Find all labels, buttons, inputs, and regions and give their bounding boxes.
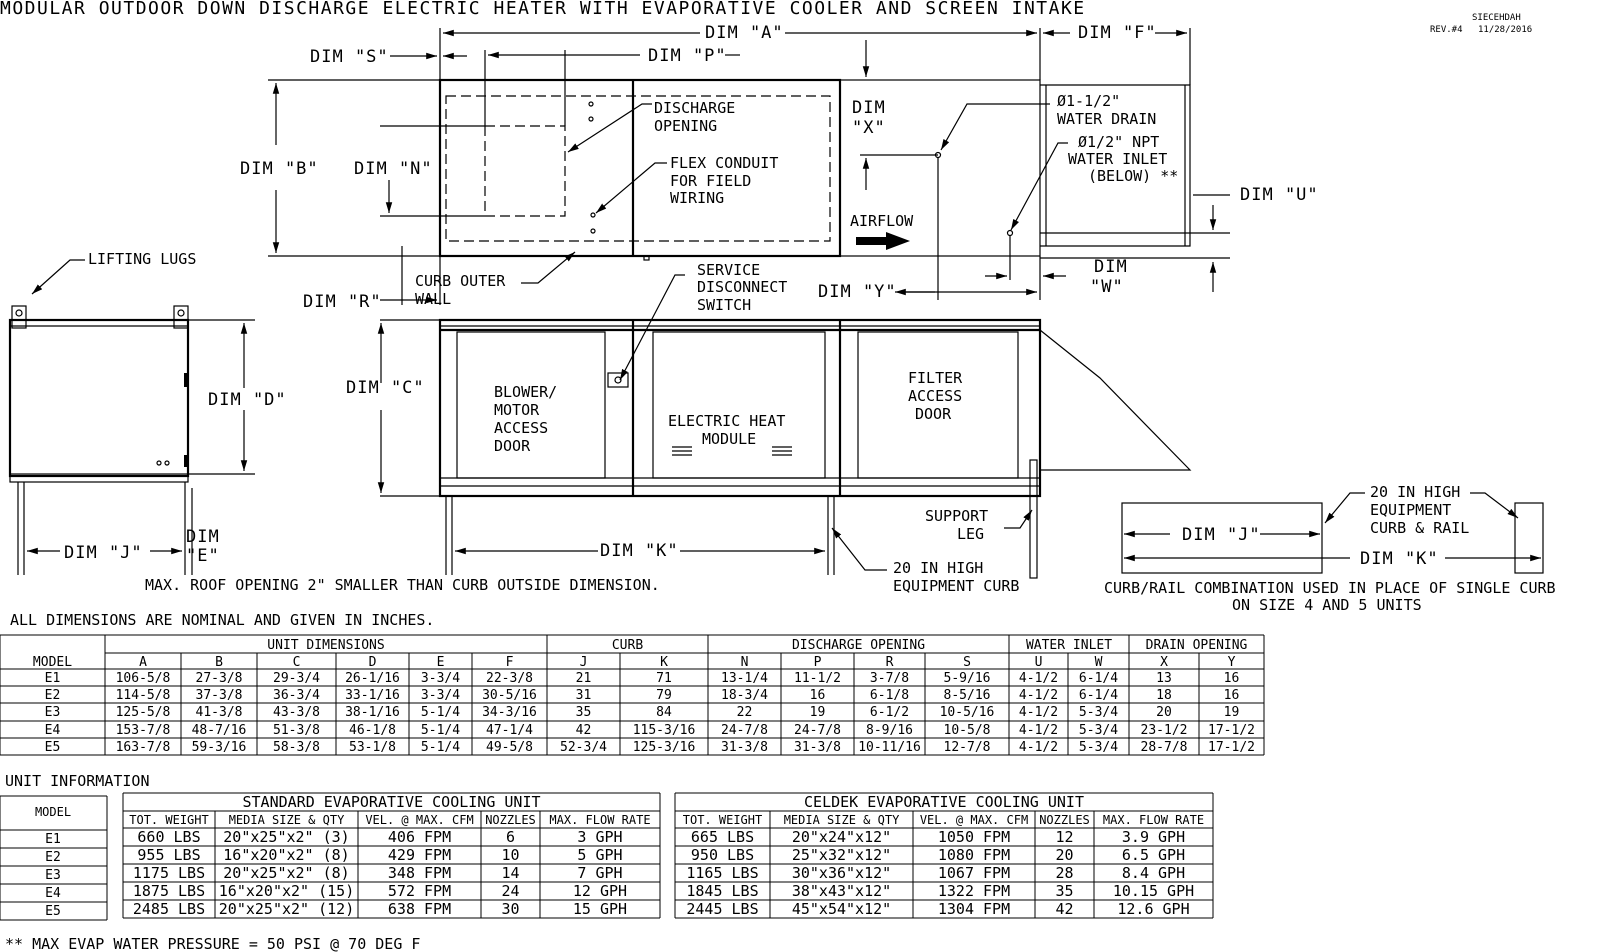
table1-cell: E3: [44, 705, 61, 720]
table1-column-header: D: [368, 655, 377, 670]
heat-label-1: ELECTRIC HEAT: [668, 412, 786, 430]
celdek-cell: 1165 LBS: [686, 864, 759, 882]
table1-cell: 20: [1156, 705, 1172, 720]
support-label-1: SUPPORT: [925, 507, 989, 525]
table1-cell: 4-1/2: [1018, 705, 1059, 720]
curb-wall-label-2: WALL: [415, 290, 452, 308]
dim-k-curb: DIM "K": [1360, 549, 1439, 569]
table1-cell: 47-1/4: [486, 723, 533, 738]
dim-e-label: DIM: [186, 527, 220, 547]
combo-note-2: ON SIZE 4 AND 5 UNITS: [1232, 596, 1422, 614]
std-title: STANDARD EVAPORATIVE COOLING UNIT: [242, 793, 541, 811]
celdek-column-header: MEDIA SIZE & QTY: [783, 813, 900, 827]
table1-cell: 4-1/2: [1018, 740, 1059, 755]
table1-cell: 5-1/4: [420, 705, 461, 720]
table1-cell: 33-1/16: [345, 688, 400, 703]
table1-group-header: DRAIN OPENING: [1145, 638, 1248, 653]
inlet-label-3: (BELOW) **: [1088, 167, 1179, 185]
table1-cell: 3-3/4: [420, 671, 461, 686]
table1-cell: 13: [1156, 671, 1172, 686]
table1-cell: 34-3/16: [482, 705, 537, 720]
filter-label-2: ACCESS: [908, 387, 963, 405]
std-cell: 1875 LBS: [132, 882, 206, 900]
table1-cell: 29-3/4: [273, 671, 320, 686]
celdek-cell: 12: [1055, 828, 1074, 846]
std-cell: 348 FPM: [387, 864, 452, 882]
table1-column-header: P: [813, 655, 822, 670]
drawing-title: MODULAR OUTDOOR DOWN DISCHARGE ELECTRIC HEATER WITH EVAPORATIVE COOLER AND SCREEN INTAKE: [0, 0, 1086, 19]
table1-column-header: B: [215, 655, 223, 670]
std-cell: 572 FPM: [387, 882, 452, 900]
table1-cell: 53-1/8: [349, 740, 396, 755]
blower-label-1: BLOWER/: [494, 383, 558, 401]
std-column-header: MEDIA SIZE & QTY: [228, 813, 345, 827]
celdek-cell: 12.6 GPH: [1117, 900, 1190, 918]
std-cell: 638 FPM: [387, 900, 452, 918]
table1-cell: 24-7/8: [794, 723, 841, 738]
max-roof-note: MAX. ROOF OPENING 2" SMALLER THAN CURB OUTSIDE DIMENSION.: [145, 576, 660, 594]
table1-column-header: F: [505, 655, 514, 670]
airflow-arrow-icon: [856, 232, 910, 250]
table1-cell: 10-5/8: [943, 723, 991, 738]
celdek-cell: 6.5 GPH: [1121, 846, 1186, 864]
table1-cell: 22: [736, 705, 753, 720]
drain-label-1: Ø1-1/2": [1057, 92, 1121, 110]
table1-cell: 114-5/8: [115, 688, 171, 703]
dim-f: DIM "F": [1078, 23, 1157, 43]
table1-cell: 59-3/16: [191, 740, 247, 755]
table1-cell: 51-3/8: [273, 723, 320, 738]
discharge-label-1: DISCHARGE: [654, 99, 736, 117]
table1-cell: 30-5/16: [482, 688, 537, 703]
table1-group-header: UNIT DIMENSIONS: [267, 638, 385, 653]
table1-group-header: DISCHARGE OPENING: [791, 638, 926, 653]
std-cell: 2485 LBS: [132, 900, 206, 918]
std-cell: 7 GPH: [577, 864, 623, 882]
dim-e-value: "E": [186, 546, 220, 566]
table1-cell: 17-1/2: [1208, 723, 1255, 738]
dim-y: DIM "Y": [818, 282, 897, 302]
table1-cell: E4: [44, 723, 61, 738]
table1-cell: 12-7/8: [943, 740, 991, 755]
table1-cell: 125-5/8: [115, 705, 171, 720]
table1-column-header: U: [1034, 655, 1043, 670]
table1-cell: 8-5/16: [943, 688, 991, 703]
flex-label-2: FOR FIELD: [670, 172, 752, 190]
dim-b: DIM "B": [240, 159, 319, 179]
celdek-cell: 42: [1055, 900, 1074, 918]
blower-label-2: MOTOR: [494, 401, 540, 419]
table1-cell: 27-3/8: [195, 671, 243, 686]
table1-cell: 46-1/8: [349, 723, 396, 738]
table1-cell: 31-3/8: [794, 740, 841, 755]
table1-cell: 5-9/16: [943, 671, 991, 686]
celdek-column-header: TOT. WEIGHT: [682, 813, 763, 827]
airflow-label: AIRFLOW: [850, 212, 914, 230]
table1-cell: 71: [656, 671, 672, 686]
table1-cell: 16: [1223, 688, 1240, 703]
table1-column-header: X: [1160, 655, 1168, 670]
table1-cell: 6-1/8: [869, 688, 910, 703]
table1-cell: 163-7/8: [115, 740, 171, 755]
std-cell: 24: [501, 882, 520, 900]
std-cell: 6: [505, 828, 516, 846]
table1-cell: 23-1/2: [1140, 723, 1188, 738]
table1-column-header: MODEL: [32, 655, 73, 670]
std-cell: 30: [501, 900, 520, 918]
std-cell: 5 GPH: [577, 846, 623, 864]
unit-information-tables: [0, 793, 1213, 920]
dim-d: DIM "D": [208, 390, 287, 410]
table1-cell: 58-3/8: [273, 740, 320, 755]
dim-w-value: "W": [1090, 277, 1124, 297]
table1-cell: 84: [656, 705, 672, 720]
table1-cell: 6-1/2: [869, 705, 910, 720]
filter-label-1: FILTER: [908, 369, 963, 387]
service-label-3: SWITCH: [697, 296, 752, 314]
table1-cell: 5-3/4: [1078, 740, 1119, 755]
table1-column-header: Y: [1227, 655, 1236, 670]
std-column-header: VEL. @ MAX. CFM: [365, 813, 474, 827]
std-column-header: NOZZLES: [485, 813, 536, 827]
table1-cell: 24-7/8: [721, 723, 768, 738]
service-label-2: DISCONNECT: [697, 278, 788, 296]
table1-cell: 3-7/8: [869, 671, 910, 686]
inlet-label-2: WATER INLET: [1068, 150, 1168, 168]
drain-label-2: WATER DRAIN: [1057, 110, 1157, 128]
celdek-cell: 10.15 GPH: [1112, 882, 1195, 900]
celdek-cell: 1067 FPM: [937, 864, 1011, 882]
footnote: ** MAX EVAP WATER PRESSURE = 50 PSI @ 70 DEG F: [5, 935, 421, 952]
std-column-header: TOT. WEIGHT: [129, 813, 209, 827]
table1-column-header: A: [139, 655, 147, 670]
table1-cell: 21: [575, 671, 592, 686]
unit-info-title: UNIT INFORMATION: [5, 772, 150, 790]
table1-column-header: C: [292, 655, 301, 670]
blower-label-3: ACCESS: [494, 419, 549, 437]
celdek-cell: 38"x43"x12": [791, 882, 892, 900]
celdek-title: CELDEK EVAPORATIVE COOLING UNIT: [804, 793, 1084, 811]
table1-cell: 52-3/4: [560, 740, 607, 755]
dim-x-label: DIM: [852, 98, 886, 118]
flex-label-3: WIRING: [670, 189, 725, 207]
table1-cell: E5: [44, 740, 61, 755]
table1-cell: 11-1/2: [794, 671, 841, 686]
std-cell: 12 GPH: [572, 882, 628, 900]
combo-note-1: CURB/RAIL COMBINATION USED IN PLACE OF SINGLE CURB: [1104, 579, 1556, 597]
table1-column-header: K: [660, 655, 668, 670]
table1-cell: 5-1/4: [420, 723, 461, 738]
celdek-cell: 950 LBS: [690, 846, 755, 864]
table1-cell: 28-7/8: [1140, 740, 1188, 755]
table1-group-header: WATER INLET: [1025, 638, 1113, 653]
std-cell: 660 LBS: [137, 828, 201, 846]
std-cell: 3 GPH: [577, 828, 623, 846]
table1-cell: 10-5/16: [939, 705, 995, 720]
table1-cell: 106-5/8: [115, 671, 171, 686]
curb-rail-label-3: CURB & RAIL: [1370, 519, 1470, 537]
table1-column-header: N: [740, 655, 749, 670]
curb20-label-2: EQUIPMENT CURB: [893, 577, 1020, 595]
table1-cell: 4-1/2: [1018, 688, 1059, 703]
table1-cell: 41-3/8: [195, 705, 243, 720]
table1-column-header: W: [1094, 655, 1103, 670]
celdek-cell: 20"x24"x12": [791, 828, 892, 846]
celdek-cell: 2445 LBS: [686, 900, 759, 918]
curb-rail-label-2: EQUIPMENT: [1370, 501, 1452, 519]
table1-cell: 4-1/2: [1018, 723, 1059, 738]
celdek-column-header: VEL. @ MAX. CFM: [919, 813, 1029, 827]
std-cell: 10: [501, 846, 520, 864]
revision-date: 11/28/2016: [1478, 25, 1533, 35]
celdek-cell: 1050 FPM: [937, 828, 1011, 846]
celdek-cell: 1304 FPM: [937, 900, 1011, 918]
dim-x-value: "X": [852, 118, 886, 138]
dim-p: DIM "P": [648, 46, 727, 66]
std-cell: 15 GPH: [572, 900, 628, 918]
inlet-label-1: Ø1/2" NPT: [1078, 133, 1160, 151]
table1-cell: 19: [1223, 705, 1240, 720]
celdek-cell: 1322 FPM: [937, 882, 1011, 900]
std-cell: 16"x20"x2" (8): [223, 846, 350, 864]
table1-cell: 16: [809, 688, 826, 703]
celdek-cell: 30"x36"x12": [791, 864, 892, 882]
dim-j: DIM "J": [64, 543, 143, 563]
table1-cell: 22-3/8: [486, 671, 533, 686]
blower-label-4: DOOR: [494, 437, 531, 455]
table1-cell: 125-3/16: [632, 740, 696, 755]
table1-cell: 36-3/4: [273, 688, 320, 703]
table1-column-header: E: [436, 655, 445, 670]
table1-cell: 5-1/4: [420, 740, 461, 755]
std-cell: 1175 LBS: [132, 864, 206, 882]
table1-cell: 26-1/16: [345, 671, 400, 686]
table1-cell: 6-1/4: [1078, 688, 1119, 703]
dimensions-note: ALL DIMENSIONS ARE NOMINAL AND GIVEN IN INCHES.: [10, 611, 435, 629]
flex-label-1: FLEX CONDUIT: [670, 154, 779, 172]
table1-column-header: S: [963, 655, 971, 670]
model-cell: E3: [45, 868, 61, 883]
drawing-code: SIECEHDAH: [1472, 13, 1521, 23]
table1-cell: 4-1/2: [1018, 671, 1059, 686]
std-cell: 16"x20"x2" (15): [218, 882, 355, 900]
std-column-header: MAX. FLOW RATE: [549, 813, 651, 827]
table1-cell: E1: [44, 671, 61, 686]
table1-cell: E2: [44, 688, 61, 703]
support-label-2: LEG: [957, 525, 985, 543]
table1-cell: 8-9/16: [866, 723, 913, 738]
table1-cell: 5-3/4: [1078, 723, 1119, 738]
table1-cell: 31-3/8: [721, 740, 768, 755]
unit-dimensions-table: [0, 635, 1264, 755]
table1-cell: 18: [1156, 688, 1172, 703]
model-cell: E5: [45, 904, 61, 919]
dim-k: DIM "K": [600, 541, 679, 561]
std-cell: 20"x25"x2" (12): [218, 900, 355, 918]
table1-cell: 49-5/8: [486, 740, 533, 755]
celdek-cell: 25"x32"x12": [791, 846, 892, 864]
table1-cell: 18-3/4: [721, 688, 768, 703]
table1-cell: 31: [575, 688, 592, 703]
celdek-cell: 8.4 GPH: [1121, 864, 1186, 882]
std-cell: 429 FPM: [387, 846, 452, 864]
table1-cell: 42: [575, 723, 592, 738]
model-cell: E1: [45, 832, 61, 847]
table1-cell: 153-7/8: [115, 723, 171, 738]
dim-w-label: DIM: [1094, 257, 1128, 277]
table1-cell: 17-1/2: [1208, 740, 1255, 755]
celdek-cell: 1080 FPM: [937, 846, 1011, 864]
curb20-label-1: 20 IN HIGH: [893, 559, 984, 577]
dim-r: DIM "R": [303, 292, 382, 312]
table1-group-header: CURB: [611, 638, 644, 653]
table1-column-header: R: [885, 655, 894, 670]
table1-cell: 13-1/4: [721, 671, 768, 686]
table1-column-header: J: [579, 655, 588, 670]
filter-label-3: DOOR: [915, 405, 952, 423]
celdek-column-header: MAX. FLOW RATE: [1102, 813, 1205, 827]
celdek-cell: 1845 LBS: [686, 882, 759, 900]
table1-cell: 19: [809, 705, 826, 720]
heat-label-2: MODULE: [702, 430, 757, 448]
lifting-lugs-label: LIFTING LUGS: [88, 250, 197, 268]
table1-cell: 16: [1223, 671, 1240, 686]
table1-cell: 6-1/4: [1078, 671, 1119, 686]
table1-cell: 43-3/8: [273, 705, 320, 720]
celdek-cell: 20: [1055, 846, 1074, 864]
table1-cell: 48-7/16: [191, 723, 247, 738]
dim-u: DIM "U": [1240, 185, 1319, 205]
table1-cell: 3-3/4: [420, 688, 461, 703]
discharge-label-2: OPENING: [654, 117, 718, 135]
table1-cell: 37-3/8: [195, 688, 243, 703]
celdek-cell: 45"x54"x12": [791, 900, 892, 918]
dim-j-curb: DIM "J": [1182, 525, 1261, 545]
celdek-cell: 3.9 GPH: [1121, 828, 1186, 846]
celdek-column-header: NOZZLES: [1039, 813, 1090, 827]
celdek-cell: 35: [1055, 882, 1074, 900]
std-cell: 20"x25"x2" (8): [223, 864, 350, 882]
table1-cell: 79: [656, 688, 672, 703]
model-column-header: MODEL: [34, 805, 72, 819]
table1-cell: 38-1/16: [345, 705, 400, 720]
table1-cell: 35: [575, 705, 592, 720]
std-cell: 20"x25"x2" (3): [223, 828, 350, 846]
dim-a: DIM "A": [705, 23, 784, 43]
table1-cell: 5-3/4: [1078, 705, 1119, 720]
dim-s: DIM "S": [310, 47, 389, 67]
curb-rail-label-1: 20 IN HIGH: [1370, 483, 1461, 501]
std-cell: 406 FPM: [387, 828, 452, 846]
std-cell: 14: [501, 864, 520, 882]
dim-c: DIM "C": [346, 378, 425, 398]
service-label-1: SERVICE: [697, 261, 761, 279]
curb-wall-label-1: CURB OUTER: [415, 272, 506, 290]
table1-cell: 10-11/16: [858, 740, 921, 755]
model-cell: E2: [45, 850, 61, 865]
std-cell: 955 LBS: [137, 846, 201, 864]
dim-n: DIM "N": [354, 159, 433, 179]
table1-cell: 115-3/16: [632, 723, 696, 738]
revision-number: REV.#4: [1430, 25, 1463, 35]
celdek-cell: 28: [1055, 864, 1074, 882]
celdek-cell: 665 LBS: [690, 828, 755, 846]
model-cell: E4: [45, 886, 61, 901]
